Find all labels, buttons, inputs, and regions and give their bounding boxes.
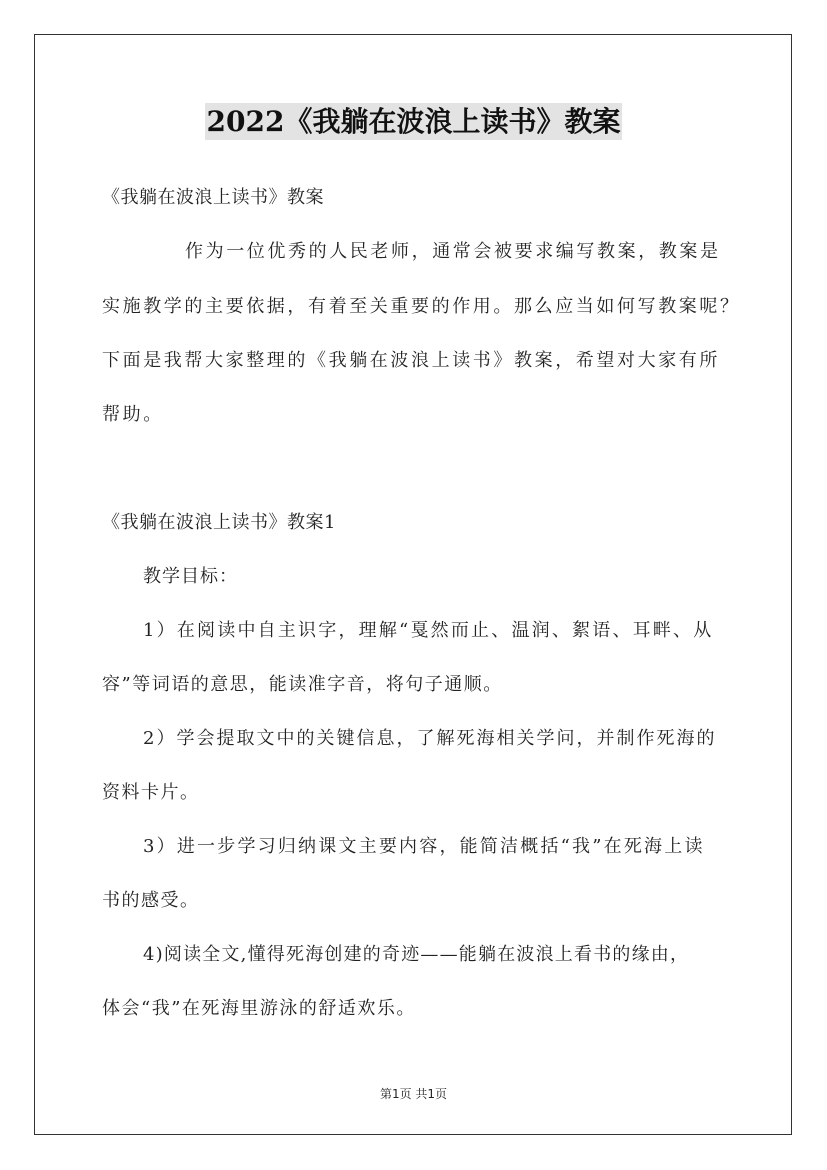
goal-line-3: 2）学会提取文中的关键信息，了解死海相关学问，并制作死海的 [143, 728, 717, 749]
intro-line-3: 下面是我帮大家整理的《我躺在波浪上读书》教案，希望对大家有所 [102, 350, 720, 371]
section-heading: 《我躺在波浪上读书》教案1 [102, 512, 336, 533]
page-footer: 第1页 共1页 [379, 1087, 448, 1101]
goal-line-6: 书的感受。 [102, 890, 200, 911]
goal-line-7: 4)阅读全文,懂得死海创建的奇迹——能躺在波浪上看书的缘由， [143, 944, 690, 965]
intro-line-2: 实施教学的主要依据，有着至关重要的作用。那么应当如何写教案呢？ [102, 296, 741, 317]
goal-line-4: 资料卡片。 [102, 782, 200, 803]
goal-line-5: 3）进一步学习归纳课文主要内容，能简洁概括“我”在死海上读 [143, 836, 705, 857]
document-title: 2022《我躺在波浪上读书》教案 [206, 105, 621, 138]
goal-line-2: 容”等词语的意思，能读准字音，将句子通顺。 [102, 674, 503, 695]
goals-label: 教学目标： [143, 566, 238, 587]
document-title-wrap [0, 100, 827, 140]
intro-line-4: 帮助。 [102, 404, 164, 425]
subtitle: 《我躺在波浪上读书》教案 [102, 187, 324, 208]
goal-line-8: 体会“我”在死海里游泳的舒适欢乐。 [102, 998, 416, 1019]
intro-line-1: 作为一位优秀的人民老师，通常会被要求编写教案，教案是 [185, 241, 721, 262]
goal-line-1: 1）在阅读中自主识字，理解“戛然而止、温润、絮语、耳畔、从 [143, 620, 714, 641]
